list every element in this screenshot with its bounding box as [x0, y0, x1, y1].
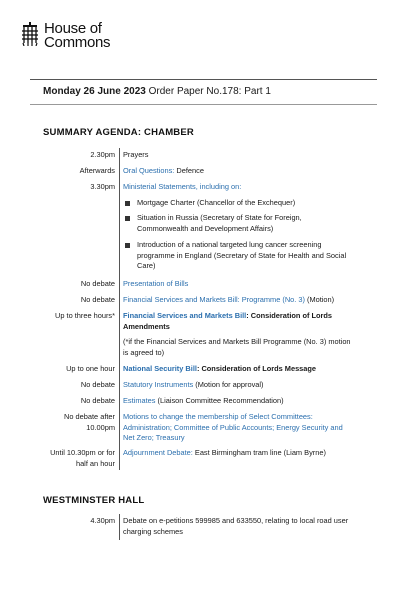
top-rule: [30, 79, 377, 80]
westminster-agenda: 4.30pm Debate on e-petitions 599985 and 633550, relating to local road user charging schemes: [43, 514, 363, 544]
presentation-of-bills-link[interactable]: Presentation of Bills: [123, 279, 189, 288]
adjournment-debate-link[interactable]: Adjournment Debate:: [123, 448, 193, 457]
paper-date: Monday 26 June 2023: [43, 86, 146, 97]
agenda-divider: [119, 148, 120, 470]
paper-number: Order Paper No.178: Part 1: [148, 86, 271, 97]
portcullis-icon: [20, 22, 40, 46]
house-of-commons-logo: [20, 22, 110, 50]
fsm-bill-link[interactable]: Financial Services and Markets Bill: [123, 311, 247, 320]
ministerial-statements-link[interactable]: Ministerial Statements, including on:: [123, 182, 242, 191]
oral-questions-link[interactable]: Oral Questions:: [123, 166, 175, 175]
agenda-divider: [119, 514, 120, 540]
select-committees-link[interactable]: Motions to change the membership of Select Committees: Administration; Committee of Public Accounts; Energy Security and Net Zero; Treasury: [123, 412, 343, 442]
chamber-agenda: 2.30pm Prayers Afterwards Oral Questions: Defence 3.30pm Ministerial Statements, including on: Mortgage Charter (Chancellor of the Exchequer) Situation in Russia (Secretary of State for Foreign, Commonwealth and Development Affairs) Introduction of a national targeted lung cancer screening programme in England (Secretary of State for Health and Social Care) No debate Presentation of Bills No debate Financial Services and Markets Bill: Programme (No. 3) (Motion) Up to three hours* Financial Services and Markets Bill: Consideration of Lords Amendments (*if the Financial Services and Markets Bill Programme (No. 3) motion is agreed to) Up to one hour National Security Bill: Consideration of Lords Message No debate Statutory Instruments (Motion for approval) No debate Estimates (Liaison Committee Recommendation) No debate after 10.00pm Motions to change the membership of Select Committees: Administration; Committee of Public Accounts; Energy Security and Net Zero; Treasury Until 10.30pm or for half an hour Adjournment Debate: East Birmingham tram line (Liam Byrne): [43, 148, 363, 478]
chamber-heading: SUMMARY AGENDA: CHAMBER: [43, 127, 194, 138]
bullet-icon: [125, 216, 130, 221]
statement-item: Introduction of a national targeted lung cancer screening programme in England (Secretary of State for Health and Social Care): [123, 240, 353, 272]
order-paper-title: [43, 86, 271, 97]
statutory-instruments-link[interactable]: Statutory Instruments: [123, 380, 194, 389]
statement-item: Situation in Russia (Secretary of State for Foreign, Commonwealth and Development Affairs): [123, 213, 353, 234]
westminster-hall-heading: WESTMINSTER HALL: [43, 495, 145, 506]
title-rule: [30, 104, 377, 105]
bullet-icon: [125, 201, 130, 206]
logo-text: [44, 22, 110, 50]
national-security-bill-link[interactable]: National Security Bill: [123, 364, 197, 373]
statement-item: Mortgage Charter (Chancellor of the Exchequer): [123, 198, 353, 209]
logo-line1: House of: [44, 20, 102, 37]
bullet-icon: [125, 243, 130, 248]
logo-line2: Commons: [44, 34, 111, 51]
fsm-programme-link[interactable]: Financial Services and Markets Bill: Programme (No. 3): [123, 295, 305, 304]
estimates-link[interactable]: Estimates: [123, 396, 156, 405]
